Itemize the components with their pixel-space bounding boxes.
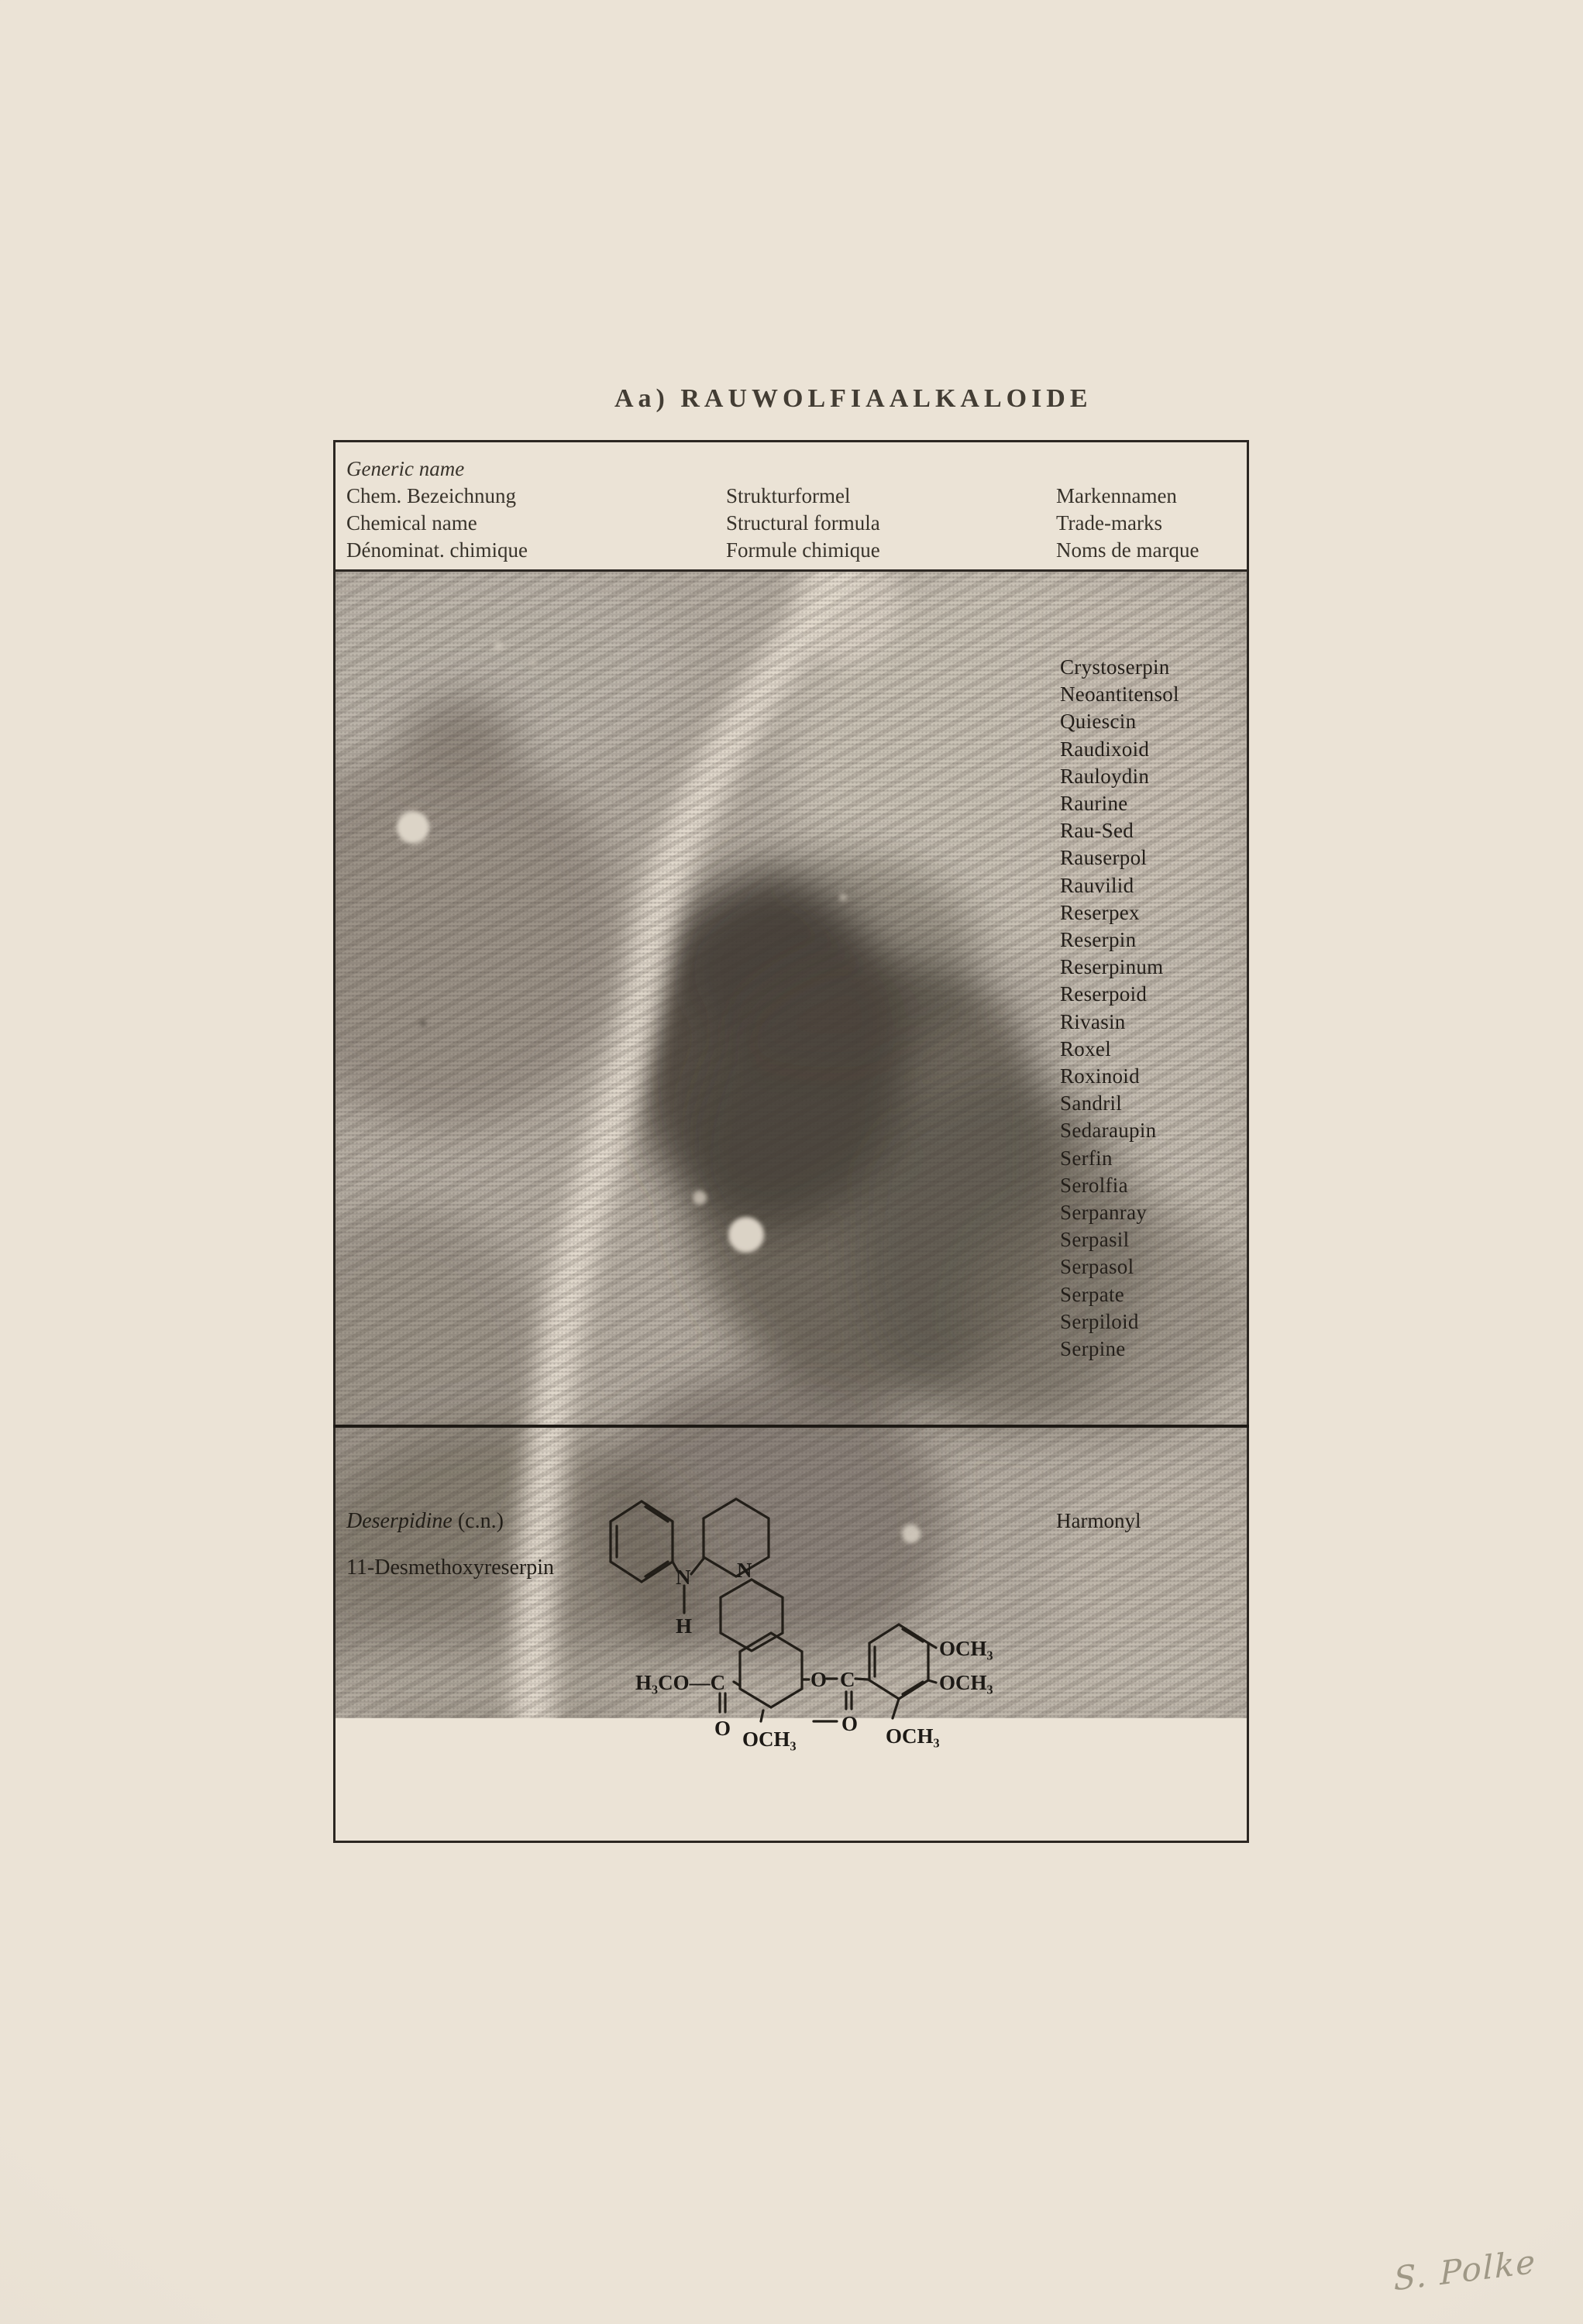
trade-name: Serpiloid bbox=[1060, 1309, 1139, 1333]
header-generic-line1: Generic name bbox=[346, 457, 465, 480]
amine-h-label: H bbox=[676, 1614, 693, 1638]
carbonyl-o-mid-label: O bbox=[841, 1712, 859, 1735]
trade-name: Crystoserpin bbox=[1060, 655, 1170, 679]
ester-left-label: H₃CO—C bbox=[635, 1671, 726, 1694]
trade-name: Serpanray bbox=[1060, 1201, 1148, 1225]
structural-formula bbox=[604, 1494, 1046, 1752]
header-formula-line3: Formule chimique bbox=[726, 538, 880, 562]
row2-generic-name-suffix: (c.n.) bbox=[452, 1509, 504, 1533]
header-trade-line1: Markennamen bbox=[1056, 484, 1177, 507]
header-generic-line4: Dénominat. chimique bbox=[346, 538, 528, 562]
trade-name: Reserpoid bbox=[1060, 982, 1148, 1006]
trade-name: Serpate bbox=[1060, 1282, 1125, 1306]
row2-chemical-name: 11-Desmethoxyreserpin bbox=[346, 1556, 554, 1580]
trade-name: Rivasin bbox=[1060, 1009, 1126, 1033]
header-generic-column bbox=[346, 456, 528, 564]
trade-name: Reserpex bbox=[1060, 900, 1140, 924]
row-divider-line bbox=[333, 1425, 1249, 1428]
page-title: Aa) RAUWOLFIAALKALOIDE bbox=[614, 384, 1093, 413]
ring-n-label: N bbox=[737, 1559, 752, 1582]
trade-name: Raudixoid bbox=[1060, 737, 1150, 761]
trade-name: Rauserpol bbox=[1060, 846, 1148, 870]
trade-name: Serpine bbox=[1060, 1337, 1126, 1361]
trade-name: Roxel bbox=[1060, 1037, 1111, 1061]
carbonyl-o-left-label: O bbox=[714, 1717, 731, 1740]
methoxy-top-right-label: OCH₃ bbox=[939, 1637, 993, 1660]
trade-name: Rauvilid bbox=[1060, 873, 1134, 897]
methoxy-left-label: OCH₃ bbox=[742, 1728, 797, 1751]
header-generic-line3: Chemical name bbox=[346, 511, 477, 535]
header-trade-line2: Trade-marks bbox=[1056, 511, 1162, 535]
trade-name: Quiescin bbox=[1060, 710, 1137, 734]
trade-name: Serfin bbox=[1060, 1146, 1113, 1170]
trade-names-list bbox=[1060, 654, 1246, 1363]
trade-name: Rauloydin bbox=[1060, 764, 1150, 788]
trade-name: Serolfia bbox=[1060, 1173, 1128, 1197]
trade-name: Sedaraupin bbox=[1060, 1119, 1157, 1143]
header-trade-line3: Noms de marque bbox=[1056, 538, 1199, 562]
ester-o-mid-label: O bbox=[810, 1668, 828, 1691]
trade-name: Reserpin bbox=[1060, 928, 1137, 952]
trade-name: Sandril bbox=[1060, 1092, 1123, 1116]
trade-name: Serpasil bbox=[1060, 1228, 1130, 1252]
header-formula-column bbox=[726, 483, 880, 564]
header-formula-line2: Structural formula bbox=[726, 511, 880, 535]
methoxy-mid-right-label: OCH₃ bbox=[939, 1671, 993, 1694]
trade-name: Reserpinum bbox=[1060, 955, 1164, 979]
header-trade-column bbox=[1056, 483, 1199, 564]
row2-generic-name bbox=[346, 1509, 504, 1534]
artist-signature: S. Polke bbox=[1393, 2242, 1537, 2298]
row2-trade-name: Harmonyl bbox=[1056, 1509, 1141, 1532]
methoxy-bottom-right-label: OCH₃ bbox=[886, 1724, 940, 1748]
ester-c-mid-label: C bbox=[840, 1668, 855, 1691]
trade-name: Roxinoid bbox=[1060, 1064, 1140, 1088]
trade-name: Raurine bbox=[1060, 792, 1128, 816]
header-generic-line2: Chem. Bezeichnung bbox=[346, 484, 516, 507]
trade-name: Neoantitensol bbox=[1060, 682, 1179, 706]
trade-name: Serpasol bbox=[1060, 1255, 1134, 1279]
row2-generic-name-italic: Deserpidine bbox=[346, 1509, 453, 1533]
trade-name: Rau-Sed bbox=[1060, 819, 1134, 843]
amine-n-label: N bbox=[676, 1566, 691, 1589]
header-formula-line1: Strukturformel bbox=[726, 484, 851, 507]
